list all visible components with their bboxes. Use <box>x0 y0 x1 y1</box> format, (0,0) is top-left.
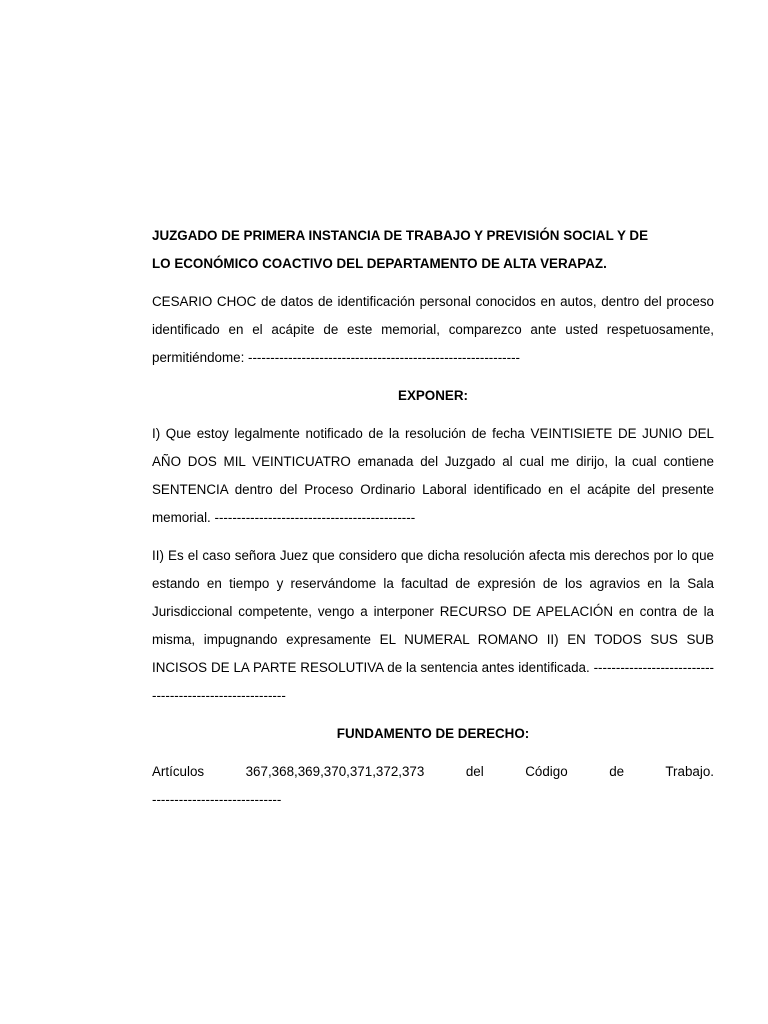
articles-dashes: ----------------------------- <box>152 792 282 807</box>
point-two-paragraph: II) Es el caso señora Juez que considero que dicha resolución afecta mis derechos por lo que estando en tiempo y reservándome la facultad de expresión de los agravios en la Sala Jurisdiccional competente, vengo a interponer RECURSO DE APELACIÓN en contra de la misma, impugnando expresamente EL NUMERAL ROMANO II) EN TODOS SUS SUB INCISOS DE LA PARTE RESOLUTIVA de la sentencia antes identificada. --------------------------------------------------------- <box>152 548 714 703</box>
section-title-exponer: EXPONER: <box>398 388 468 403</box>
court-heading <box>152 222 714 278</box>
point-one-paragraph: I) Que estoy legalmente notificado de la resolución de fecha VEINTISIETE DE JUNIO DEL AÑO DOS MIL VEINTICUATRO emanada del Juzgado al cual me dirijo, la cual contiene SENTENCIA dentro del Proceso Ordinario Laboral identificado en el acápite del presente memorial. --------------------------------------------- <box>152 426 714 525</box>
document-body <box>152 222 714 814</box>
intro-paragraph: CESARIO CHOC de datos de identificación personal conocidos en autos, dentro del proceso identificado en el acápite de este memorial, comparezco ante usted respetuosamente, permitiéndome: ------------------------------------------------------------- <box>152 294 714 365</box>
section-title-fundamento: FUNDAMENTO DE DERECHO: <box>336 726 530 741</box>
court-heading-line-2: LO ECONÓMICO COACTIVO DEL DEPARTAMENTO DE ALTA VERAPAZ. <box>152 256 607 271</box>
articles-line: Artículos 367,368,369,370,371,372,373 del Código de Trabajo. <box>152 764 714 779</box>
court-heading-line-1: JUZGADO DE PRIMERA INSTANCIA DE TRABAJO Y PREVISIÓN SOCIAL Y DE <box>152 228 649 243</box>
